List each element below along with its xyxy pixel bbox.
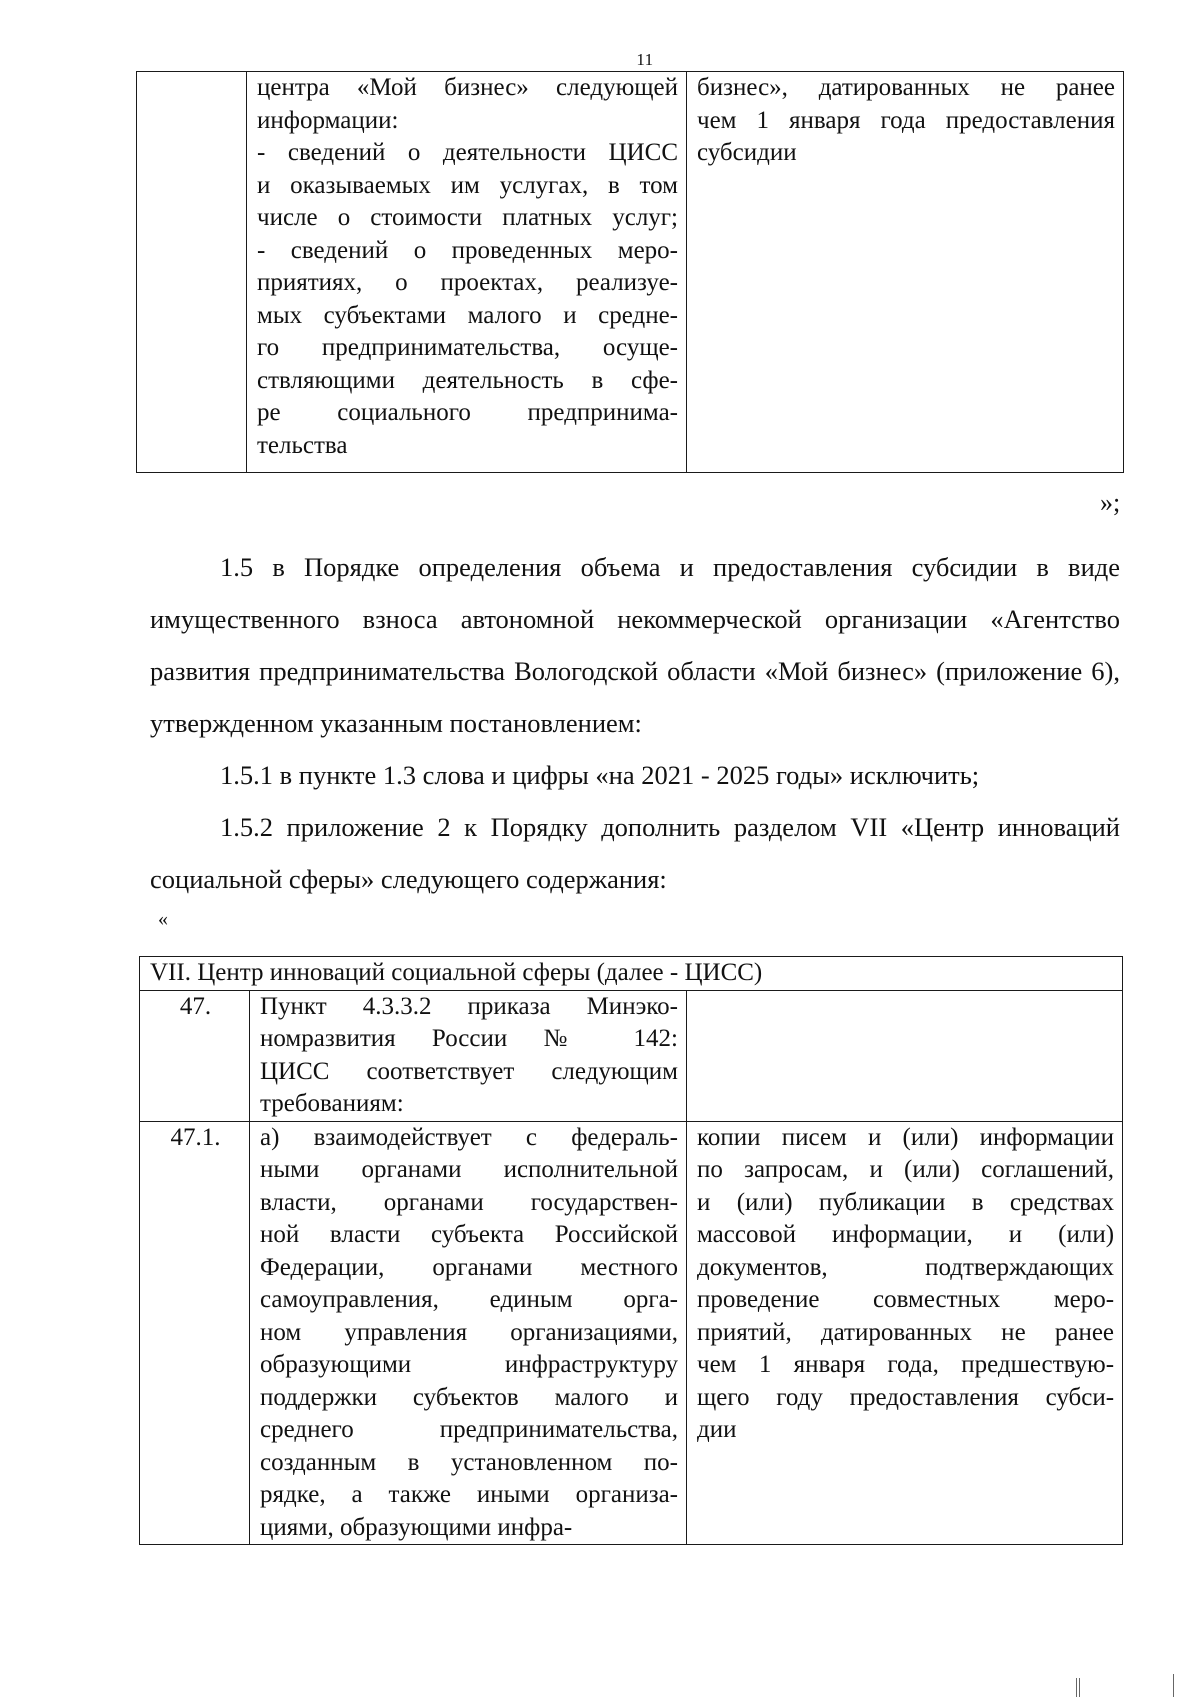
text-line: поддержки субъектов малого и xyxy=(260,1383,678,1411)
text-line: номразвития России № 142: xyxy=(260,1025,678,1052)
text-line: центра «Мой бизнес» следующей xyxy=(257,74,678,101)
text-line: ной власти субъекта Российской xyxy=(260,1221,678,1248)
text-line: массовой информации, и (или) xyxy=(697,1221,1115,1248)
text-line: приятий, датированных не ранее xyxy=(697,1318,1115,1346)
requirement-cell xyxy=(250,1121,687,1545)
requirement-text xyxy=(260,1122,678,1545)
text-line: и оказываемых им услугах, в том xyxy=(257,171,678,199)
requirement-text xyxy=(260,991,678,1121)
text-line: тельства xyxy=(257,431,348,459)
text-line: документов, подтверждающих xyxy=(697,1253,1115,1281)
text-line: ном управления организациями, xyxy=(260,1318,678,1346)
text-line: власти, органами государствен- xyxy=(260,1188,678,1216)
text-line: чем 1 января года предоставления xyxy=(697,106,1115,134)
table-row xyxy=(140,1121,1123,1545)
paragraph-1-5: 1.5 в Порядке определения объема и предоставления субсидии в виде имущественного взноса автономной некоммерческой организации «Агентство развития предпринимательства Вологодской области «Мой бизнес» (приложение 6), утвержденном указанным постановлением: xyxy=(150,552,1120,738)
text-line: созданным в установленном по- xyxy=(260,1448,678,1476)
text-line: по запросам, и (или) соглашений, xyxy=(697,1156,1115,1183)
text-line: требованиям: xyxy=(260,1090,404,1117)
text-line: среднего предпринимательства, xyxy=(260,1416,678,1443)
text-line: циями, образующими инфра- xyxy=(260,1513,573,1541)
requirement-cell xyxy=(247,72,687,473)
text-line: рядке, а также иными организа- xyxy=(260,1481,678,1508)
documents-cell xyxy=(687,72,1124,473)
row-number: 47. xyxy=(140,990,250,1121)
text-line: приятиях, о проектах, реализуе- xyxy=(257,269,678,296)
text-line: копии писем и (или) информации xyxy=(697,1123,1115,1151)
documents-cell xyxy=(687,990,1123,1121)
section-title: VII. Центр инноваций социальной сферы (далее - ЦИСС) xyxy=(140,957,1123,991)
closing-quote: »; xyxy=(1100,488,1121,517)
text-line: субсидии xyxy=(697,139,797,166)
number-cell xyxy=(137,72,247,473)
table-row xyxy=(140,990,1123,1121)
documents-cell xyxy=(687,1121,1123,1545)
scan-edge-mark xyxy=(1079,1678,1080,1697)
text-line: дии xyxy=(697,1416,737,1443)
text-line: го предпринимательства, осуще- xyxy=(257,334,678,361)
text-line: ными органами исполнительной xyxy=(260,1156,678,1183)
text-line: - сведений о проведенных меро- xyxy=(257,236,678,264)
text-line: Федерации, органами местного xyxy=(260,1253,678,1281)
page-number: 11 xyxy=(636,50,654,69)
text-line: бизнес», датированных не ранее xyxy=(697,74,1115,101)
text-line: ствляющими деятельность в сфе- xyxy=(257,366,678,394)
text-line: ре социального предпринима- xyxy=(257,399,678,426)
text-line: самоуправления, единым орга- xyxy=(260,1286,678,1313)
text-line: образующими инфраструктуру xyxy=(260,1351,678,1378)
paragraph-1-5-2: 1.5.2 приложение 2 к Порядку дополнить разделом VII «Центр инноваций социальной сферы» следующего содержания: xyxy=(150,812,1120,894)
scan-edge-mark xyxy=(1173,1674,1174,1697)
continued-requirements-table xyxy=(136,71,1124,473)
text-line: числе о стоимости платных услуг; xyxy=(257,204,678,231)
table-row xyxy=(137,72,1124,473)
text-line: а) взаимодействует с федераль- xyxy=(260,1123,678,1151)
text-line: и (или) публикации в средствах xyxy=(697,1188,1115,1216)
text-line: ЦИСС соответствует следующим xyxy=(260,1057,678,1085)
text-line: информации: xyxy=(257,106,399,134)
text-line: чем 1 января года, предшествую- xyxy=(697,1351,1115,1378)
documents-text xyxy=(697,1122,1114,1447)
text-line: Пункт 4.3.3.2 приказа Минэко- xyxy=(260,992,678,1020)
requirement-cell xyxy=(250,990,687,1121)
text-line: - сведений о деятельности ЦИСС xyxy=(257,139,678,166)
scan-edge-mark xyxy=(1076,1678,1077,1697)
row-number: 47.1. xyxy=(140,1121,250,1545)
section-vii-table xyxy=(139,956,1123,1545)
opening-quote: « xyxy=(158,908,168,930)
documents-text xyxy=(697,72,1115,170)
section-header-row xyxy=(140,957,1123,991)
text-line: мых субъектами малого и средне- xyxy=(257,301,678,329)
paragraph-1-5-1: 1.5.1 в пункте 1.3 слова и цифры «на 2021 - 2025 годы» исключить; xyxy=(220,760,980,790)
text-line: щего году предоставления субси- xyxy=(697,1383,1115,1411)
requirement-text xyxy=(257,72,678,462)
text-line: проведение совместных меро- xyxy=(697,1286,1115,1313)
